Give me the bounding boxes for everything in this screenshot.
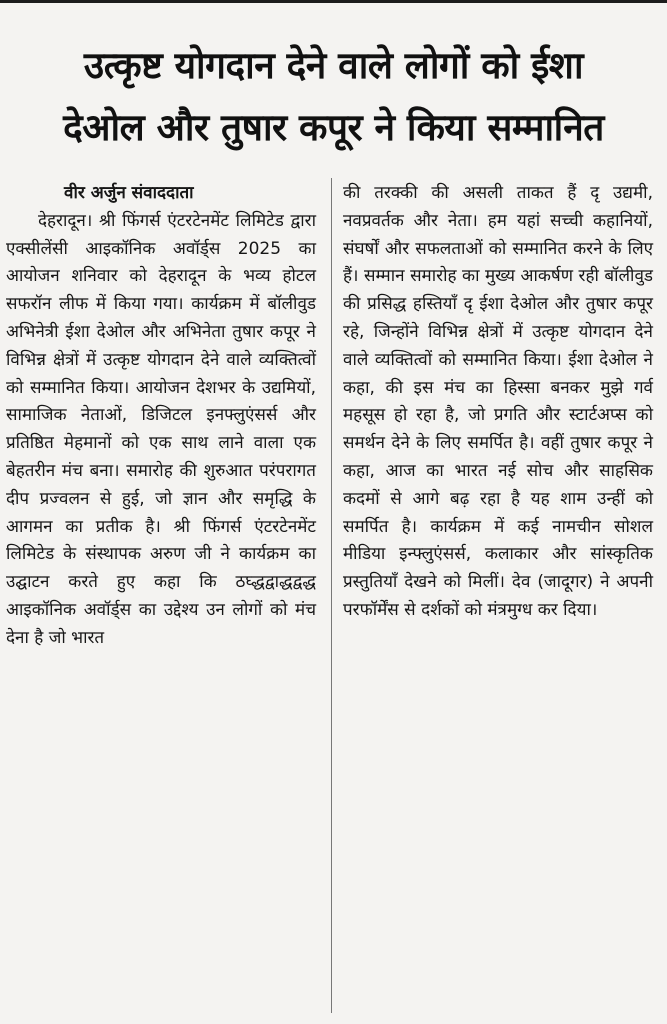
article-column-left: [6, 180, 316, 653]
headline-line-1: उत्कृष्ट योगदान देने वाले लोगों को ईशा: [83, 43, 584, 87]
article-paragraph-left: देहरादून। श्री फिंगर्स एंटरटेनमेंट लिमिटेड द्वारा एक्सीलेंसी आइकॉनिक अवॉर्ड्स 2025 का आयोजन शनिवार को देहरादून के भव्य होटल सफरॉन लीफ में किया गया। कार्यक्रम में बॉलीवुड अभिनेत्री ईशा देओल और अभिनेता तुषार कपूर ने विभिन्न क्षेत्रों में उत्कृष्ट योगदान देने वाले व्यक्तित्वों को सम्मानित किया। आयोजन देशभर के उद्यमियों, सामाजिक नेताओं, डिजिटल इनफ्लुएंसर्स और प्रतिष्ठित मेहमानों को एक साथ लाने वाला एक बेहतरीन मंच बना। समारोह की शुरुआत परंपरागत दीप प्रज्वलन से हुई, जो ज्ञान और समृद्धि के आगमन का प्रतीक है। श्री फिंगर्स एंटरटेनमेंट लिमिटेड के संस्थापक अरुण जी ने कार्यक्रम का उद्घाटन करते हुए कहा कि ठघ्द्धद्वाद्धद्वद्ध आइकॉनिक अवॉर्ड्स का उद्देश्य उन लोगों को मंच देना है जो भारत: [6, 210, 316, 648]
article-paragraph-right: की तरक्की की असली ताकत हैं दृ उद्यमी, नवप्रवर्तक और नेता। हम यहां सच्ची कहानियों, संघर्षों और सफलताओं को सम्मानित करने के लिए हैं। सम्मान समारोह का मुख्य आकर्षण रही बॉलीवुड की प्रसिद्ध हस्तियाँ दृ ईशा देओल और तुषार कपूर रहे, जिन्होंने विभिन्न क्षेत्रों में उत्कृष्ट योगदान देने वाले व्यक्तित्वों को सम्मानित किया। ईशा देओल ने कहा, की इस मंच का हिस्सा बनकर मुझे गर्व महसूस हो रहा है, जो प्रगति और स्टार्टअप्स को समर्थन देने के लिए समर्पित है। वहीं तुषार कपूर ने कहा, आज का भारत नई सोच और साहसिक कदमों से आगे बढ़ रहा है यह शाम उन्हीं को समर्पित है। कार्यक्रम में कई नामचीन सोशल मीडिया इन्फ्लुएंसर्स, कलाकार और सांस्कृतिक प्रस्तुतियाँ देखने को मिलीं। देव (जादूगर) ने अपनी परफॉर्मेंस से दर्शकों को मंत्रमुग्ध कर दिया।: [343, 183, 653, 620]
headline: [0, 35, 667, 159]
page-top-border: [0, 0, 667, 3]
column-divider: [331, 178, 332, 1013]
headline-line-2: देओल और तुषार कपूर ने किया सम्मानित: [63, 105, 604, 149]
byline: वीर अर्जुन संवाददाता: [64, 183, 194, 203]
article-column-right: [343, 180, 653, 625]
